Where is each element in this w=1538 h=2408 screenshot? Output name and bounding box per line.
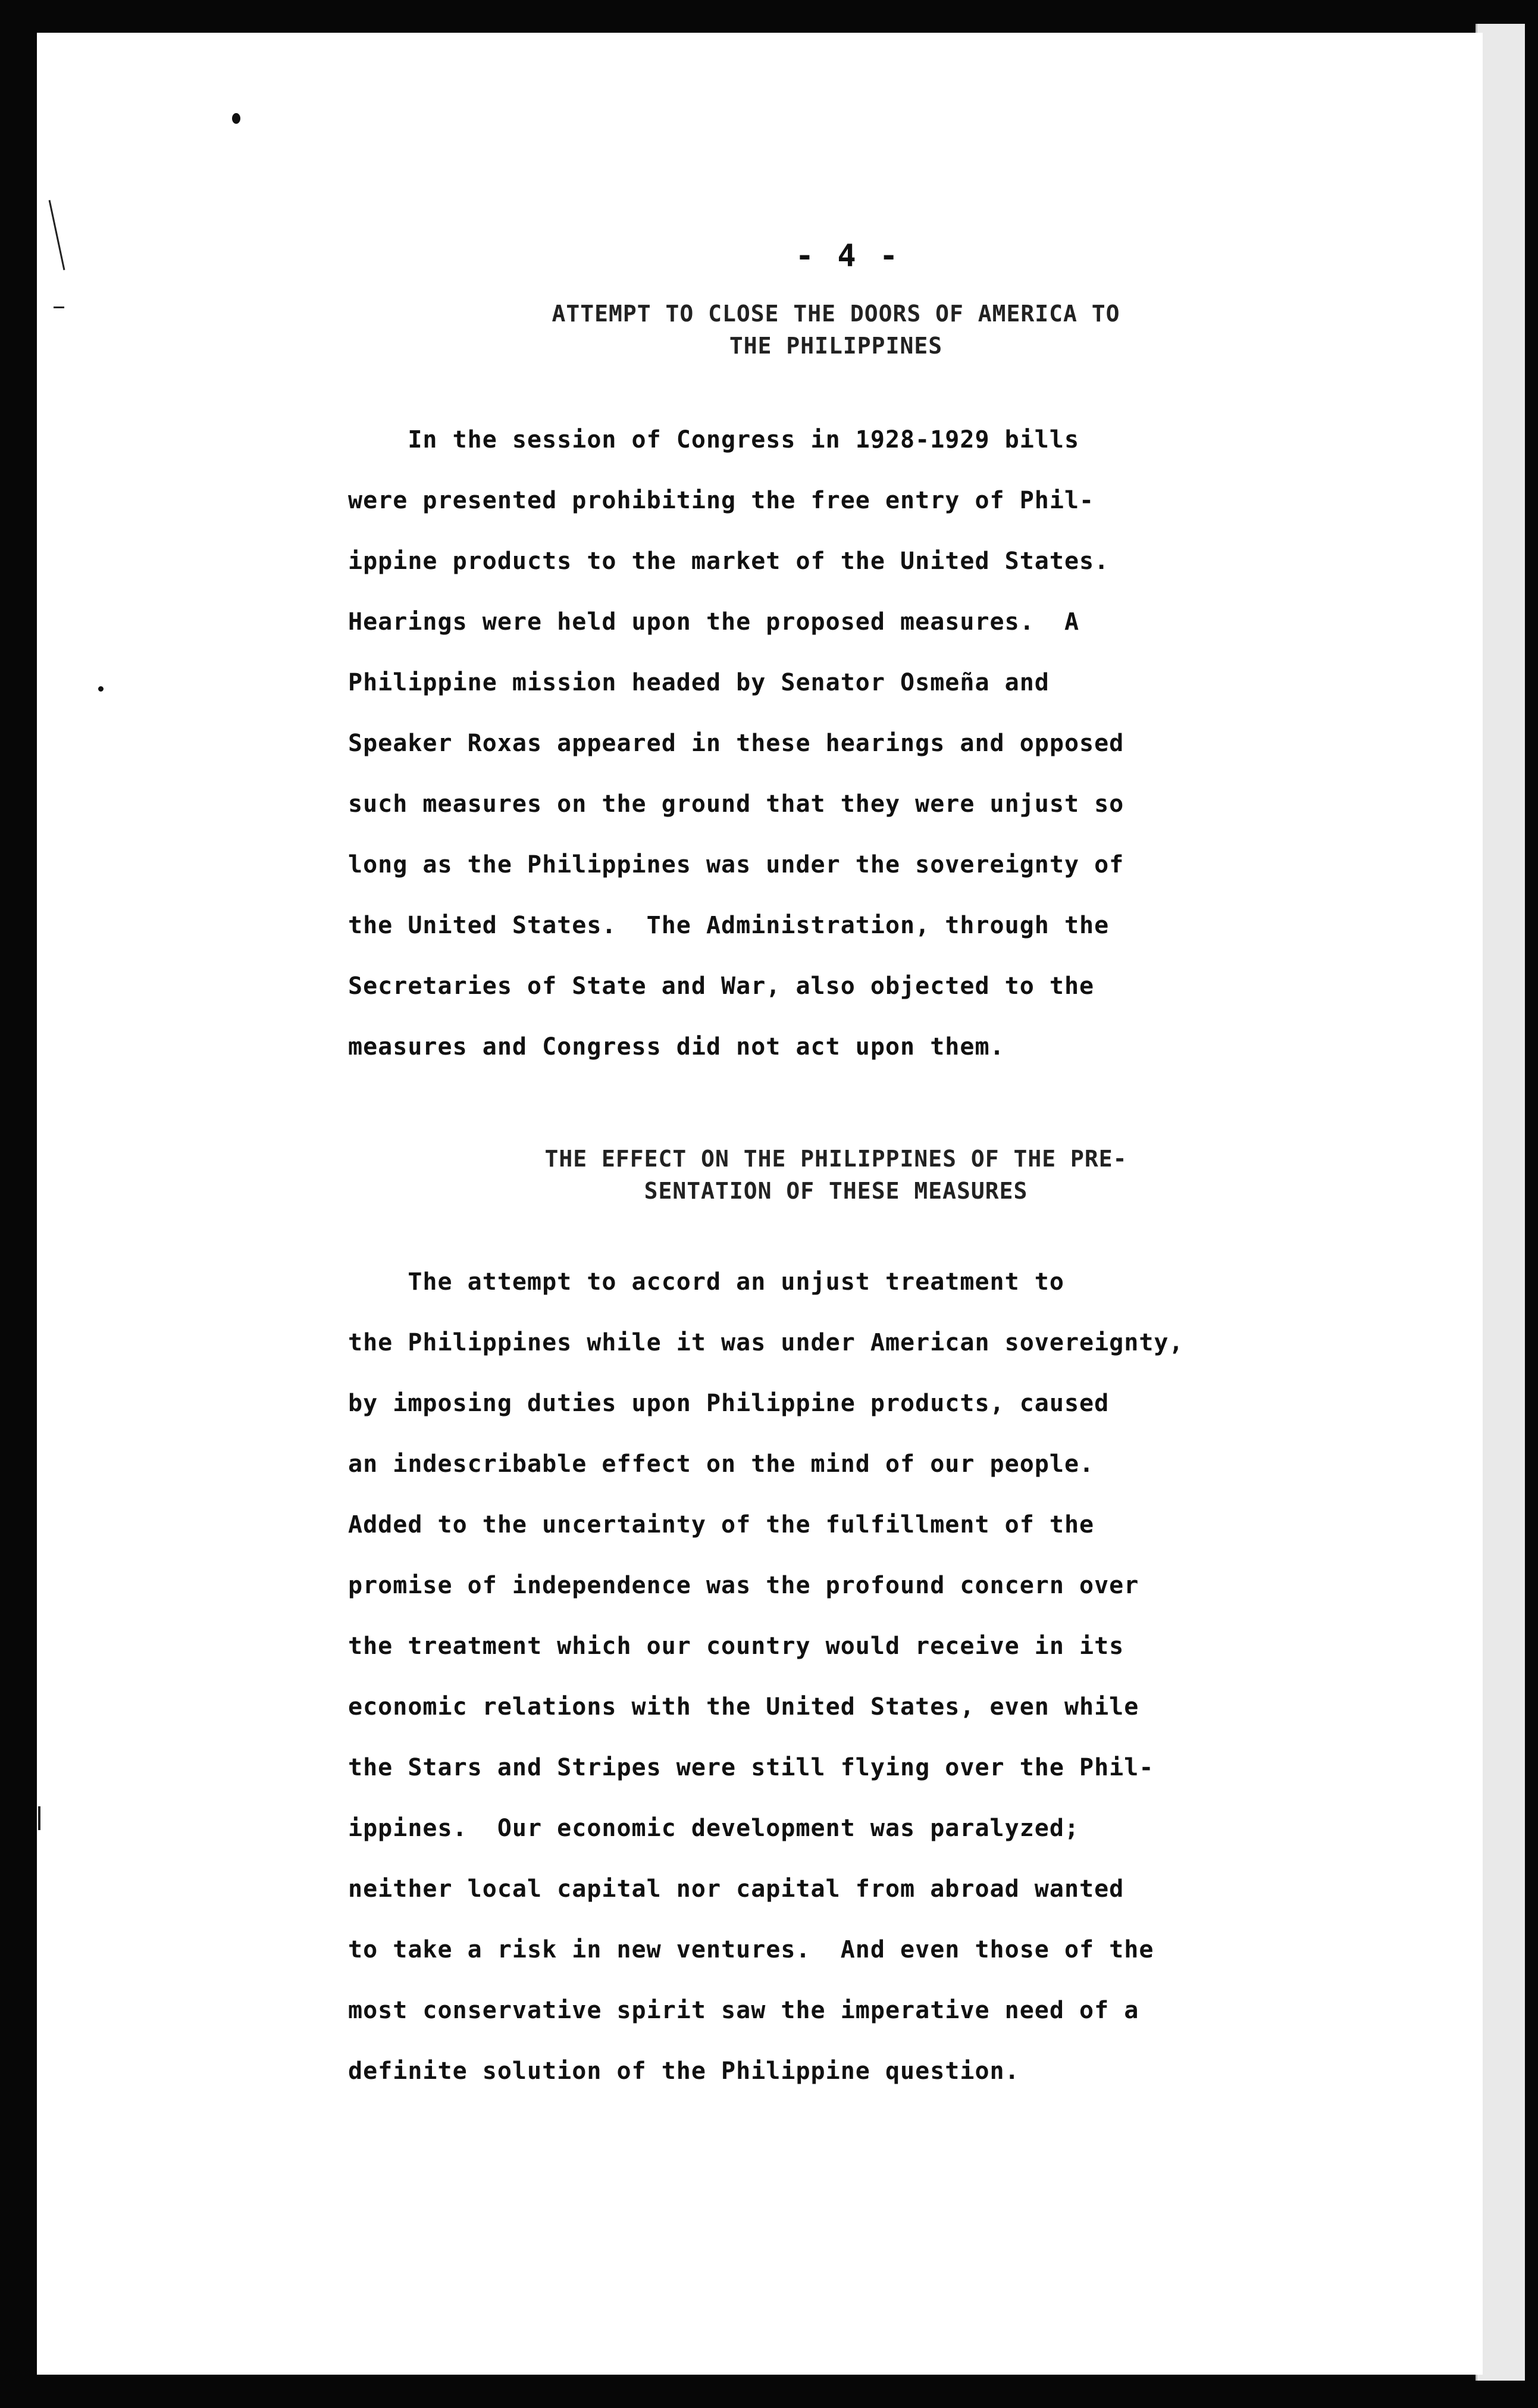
text-line: by imposing duties upon Philippine products, caused — [348, 1390, 1110, 1417]
paragraph-2 — [348, 1252, 1371, 2101]
text-line: In the session of Congress in 1928-1929 bills — [348, 426, 1080, 454]
heading-line: SENTATION OF THESE MEASURES — [644, 1178, 1028, 1204]
text-line: to take a risk in new ventures. And even those of the — [348, 1936, 1154, 1963]
text-line: an indescribable effect on the mind of our people. — [348, 1450, 1095, 1478]
margin-mark — [38, 1806, 40, 1830]
text-line: ippine products to the market of the United States. — [348, 548, 1110, 575]
margin-mark — [54, 307, 64, 308]
heading-line: THE EFFECT ON THE PHILIPPINES OF THE PRE- — [544, 1146, 1127, 1172]
text-line: such measures on the ground that they were unjust so — [348, 790, 1124, 818]
text-line: ippines. Our economic development was paralyzed; — [348, 1815, 1080, 1842]
text-line: Hearings were held upon the proposed measures. A — [348, 608, 1080, 636]
heading-line: ATTEMPT TO CLOSE THE DOORS OF AMERICA TO — [552, 301, 1120, 327]
text-line: The attempt to accord an unjust treatment to — [348, 1268, 1064, 1296]
text-line: definite solution of the Philippine question. — [348, 2057, 1020, 2085]
ink-speck — [98, 686, 104, 692]
text-line: the treatment which our country would receive in its — [348, 1633, 1124, 1660]
text-line: most conservative spirit saw the imperative need of a — [348, 1997, 1139, 2024]
text-line: the Stars and Stripes were still flying over the Phil- — [348, 1754, 1154, 1781]
paragraph-1 — [348, 409, 1371, 1077]
page-number: - 4 - — [795, 238, 901, 274]
text-line: Secretaries of State and War, also objected to the — [348, 972, 1095, 1000]
text-line: neither local capital nor capital from abroad wanted — [348, 1875, 1124, 1903]
heading-line: THE PHILIPPINES — [729, 333, 943, 359]
text-line: were presented prohibiting the free entry of Phil- — [348, 487, 1095, 514]
text-line: the Philippines while it was under American sovereignty, — [348, 1329, 1184, 1356]
text-line: long as the Philippines was under the sovereignty of — [348, 851, 1124, 878]
text-line: Speaker Roxas appeared in these hearings and opposed — [348, 730, 1124, 757]
text-line: Added to the uncertainty of the fulfillment of the — [348, 1511, 1095, 1538]
margin-mark — [49, 200, 65, 270]
text-line: Philippine mission headed by Senator Osmeña and — [348, 669, 1050, 696]
text-line: the United States. The Administration, through the — [348, 912, 1110, 939]
page-edge — [1476, 24, 1525, 2381]
ink-speck — [232, 113, 240, 124]
section-heading-1 — [300, 298, 1371, 362]
text-line: promise of independence was the profound concern over — [348, 1572, 1139, 1599]
text-line: measures and Congress did not act upon them. — [348, 1033, 1005, 1061]
section-heading-2 — [300, 1143, 1371, 1207]
typed-document — [348, 238, 1371, 2101]
text-line: economic relations with the United States, even while — [348, 1693, 1139, 1721]
